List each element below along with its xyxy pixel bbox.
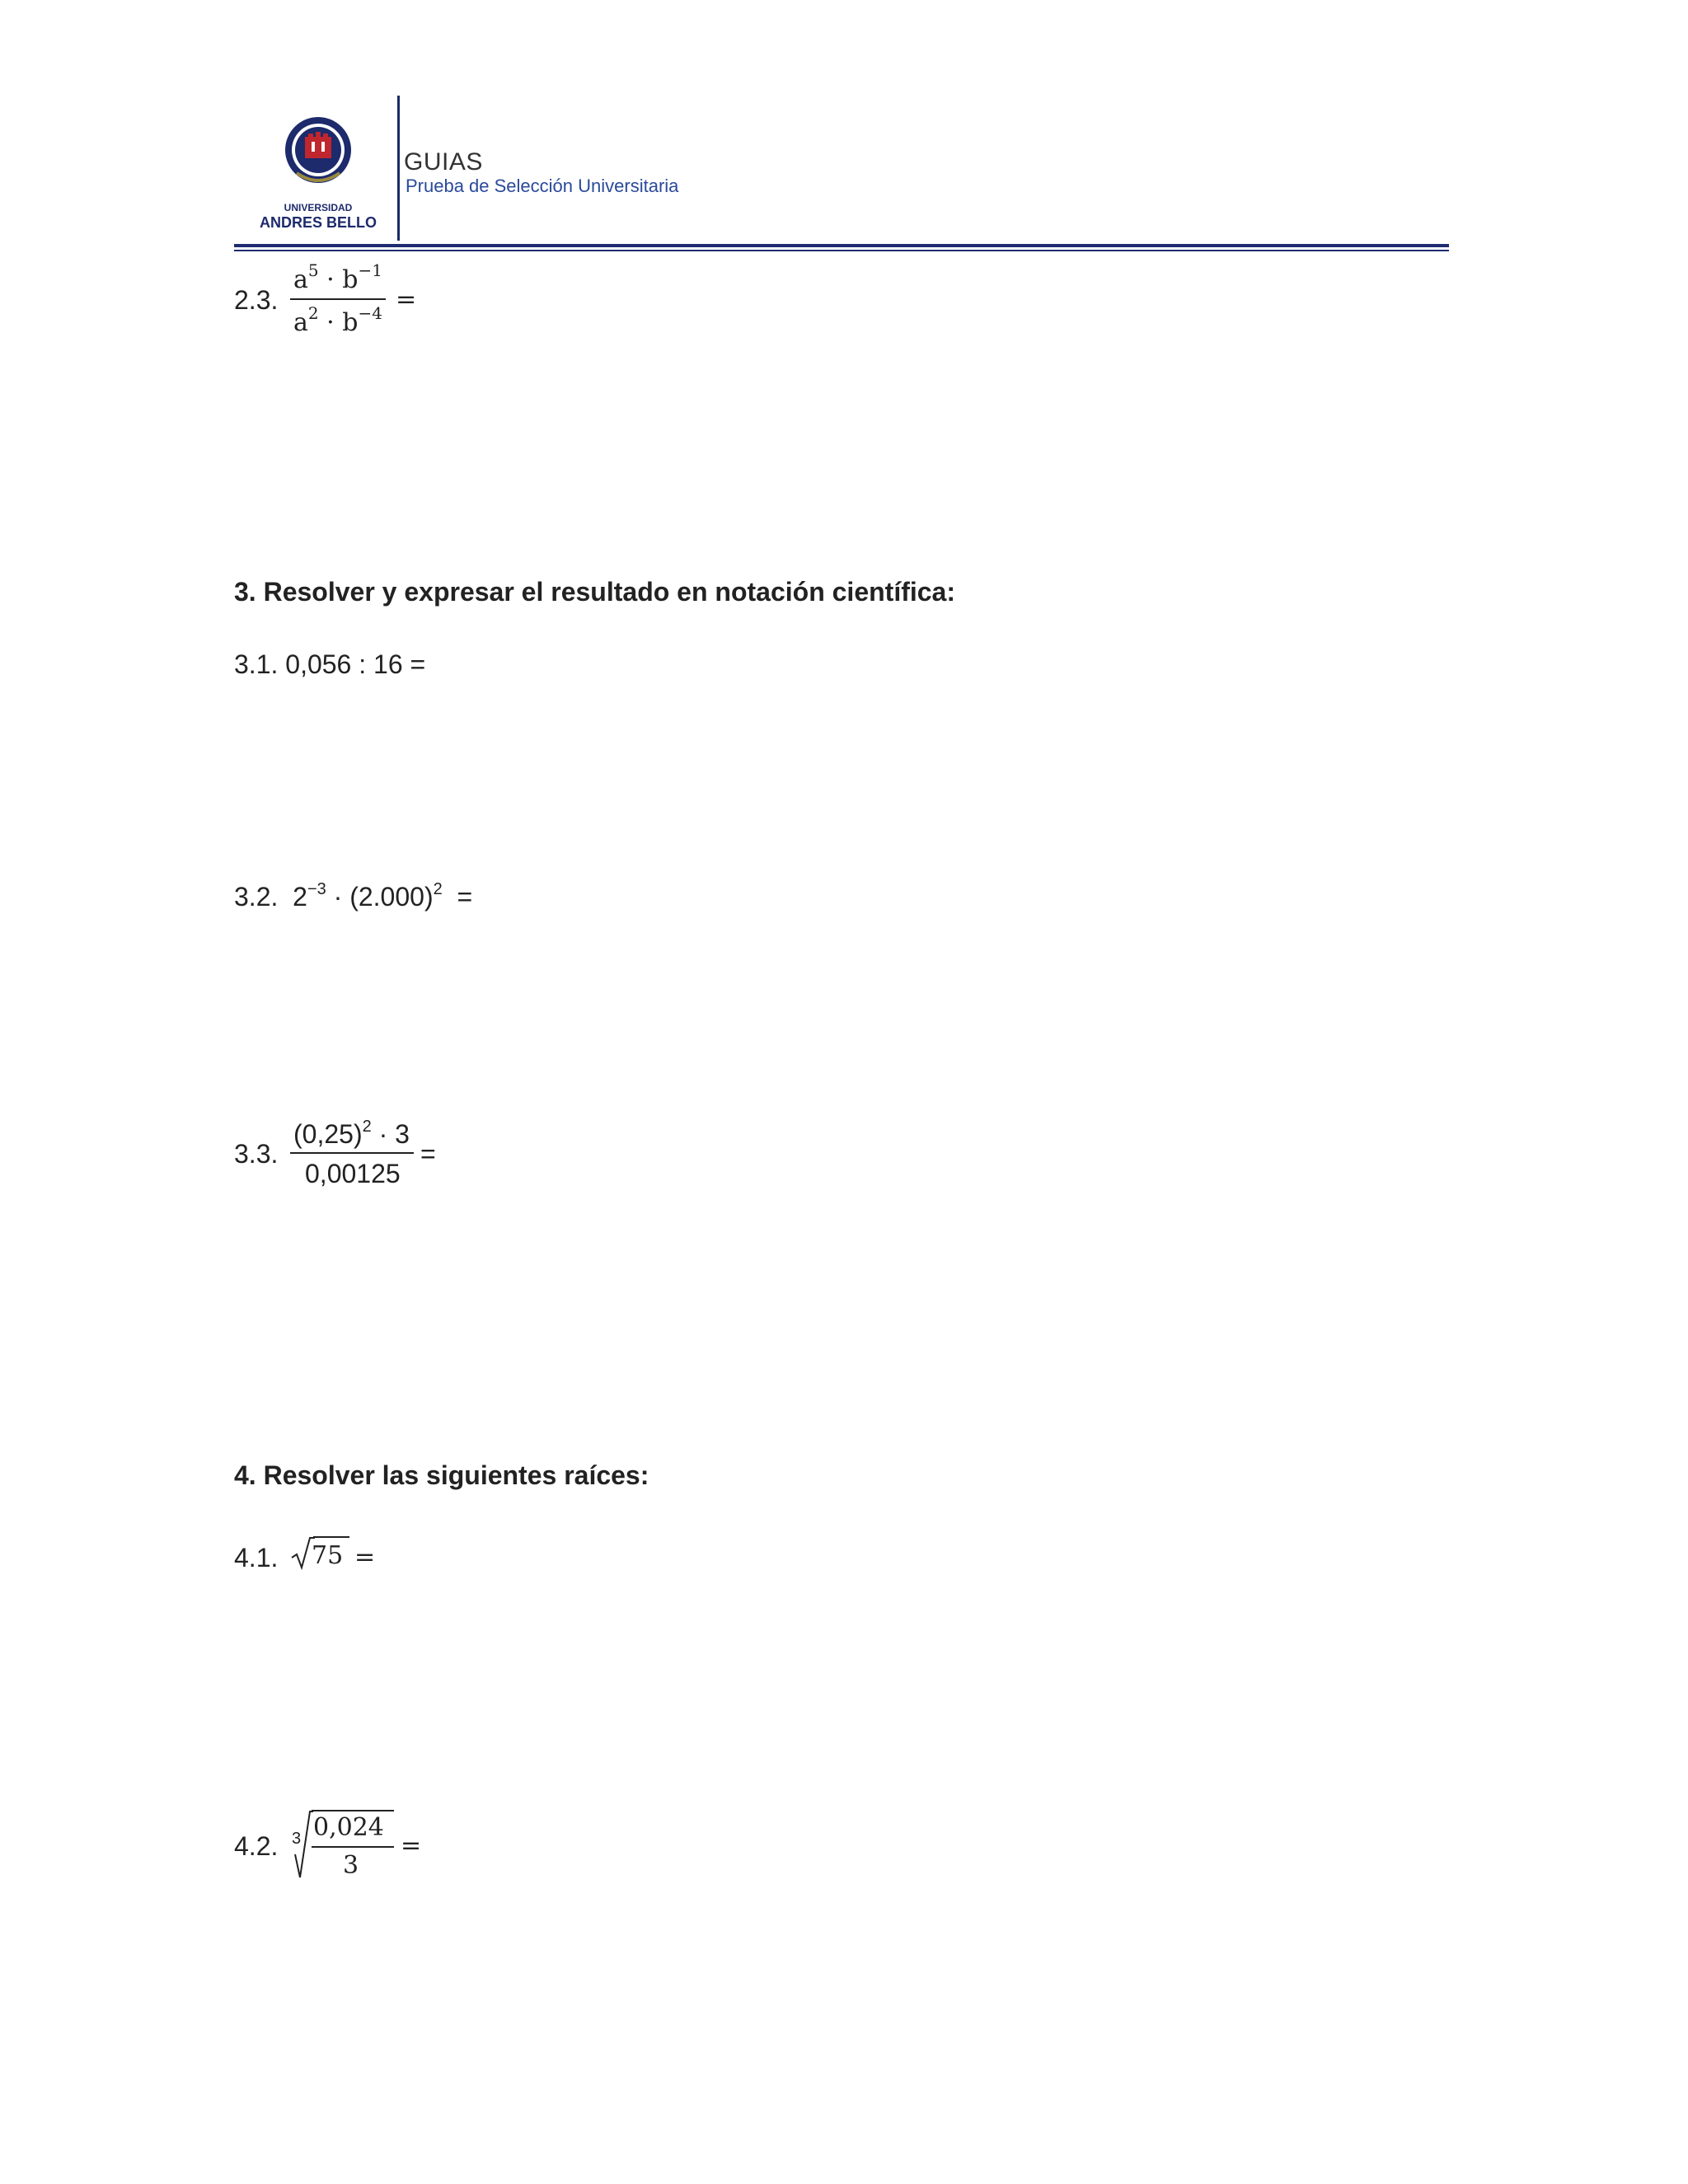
problem-4-2-equals: = xyxy=(401,1831,422,1860)
header-title: GUIAS xyxy=(404,148,483,176)
problem-2-3-fraction-bar xyxy=(290,298,386,300)
square-root-vinculum xyxy=(313,1536,349,1538)
logo-bottom-text: ANDRES BELLO xyxy=(259,214,377,231)
problem-4-2-label: 4.2. xyxy=(234,1831,279,1861)
problem-4-1-label: 4.1. xyxy=(234,1543,279,1572)
problem-3-1: 3.1. 0,056 : 16 = xyxy=(234,649,426,679)
problem-4-2-fraction-bar xyxy=(312,1846,394,1848)
header-subtitle: Prueba de Selección Universitaria xyxy=(406,176,679,196)
university-logo xyxy=(259,109,387,241)
problem-2-3-numerator: $a^5 \cdot b^{-1}$ xyxy=(293,260,382,294)
problem-3-3-label: 3.3. xyxy=(234,1139,279,1169)
section-4-heading: 4. Resolver las siguientes raíces: xyxy=(234,1460,649,1490)
problem-2-3-denominator: $a^2 \cdot b^{-4}$ xyxy=(293,303,382,337)
cube-root-sign xyxy=(292,1807,313,1884)
section-3-heading: 3. Resolver y expresar el resultado en notación científica: xyxy=(234,577,955,607)
problem-2-3-equals: = xyxy=(396,285,417,314)
problem-2-3-label: 2.3. xyxy=(234,285,279,315)
problem-4-1-equals: = xyxy=(354,1543,376,1572)
problem-4-2-numerator: 0,024 xyxy=(313,1813,384,1842)
problem-3-3-numerator: $(0,25)^2 \cdot 3$ xyxy=(293,1118,410,1149)
problem-3-3-equals: = xyxy=(420,1139,436,1169)
problem-3-3-denominator: 0,00125 xyxy=(305,1159,401,1188)
cube-root-index: 3 xyxy=(292,1830,302,1848)
header-separator xyxy=(397,96,400,241)
problem-4-2-denominator: 3 xyxy=(343,1851,359,1880)
problem-3-2: 3.2. $2^{-3} \cdot (2.000)^2$ = xyxy=(234,880,473,912)
problem-3-3-fraction-bar xyxy=(290,1152,414,1154)
cube-root-vinculum xyxy=(312,1810,394,1811)
header-rule-thin xyxy=(234,250,1449,251)
logo-top-text: UNIVERSIDAD xyxy=(284,202,353,213)
problem-4-1-radicand: 75 xyxy=(312,1541,344,1570)
header-rule xyxy=(234,244,1449,247)
